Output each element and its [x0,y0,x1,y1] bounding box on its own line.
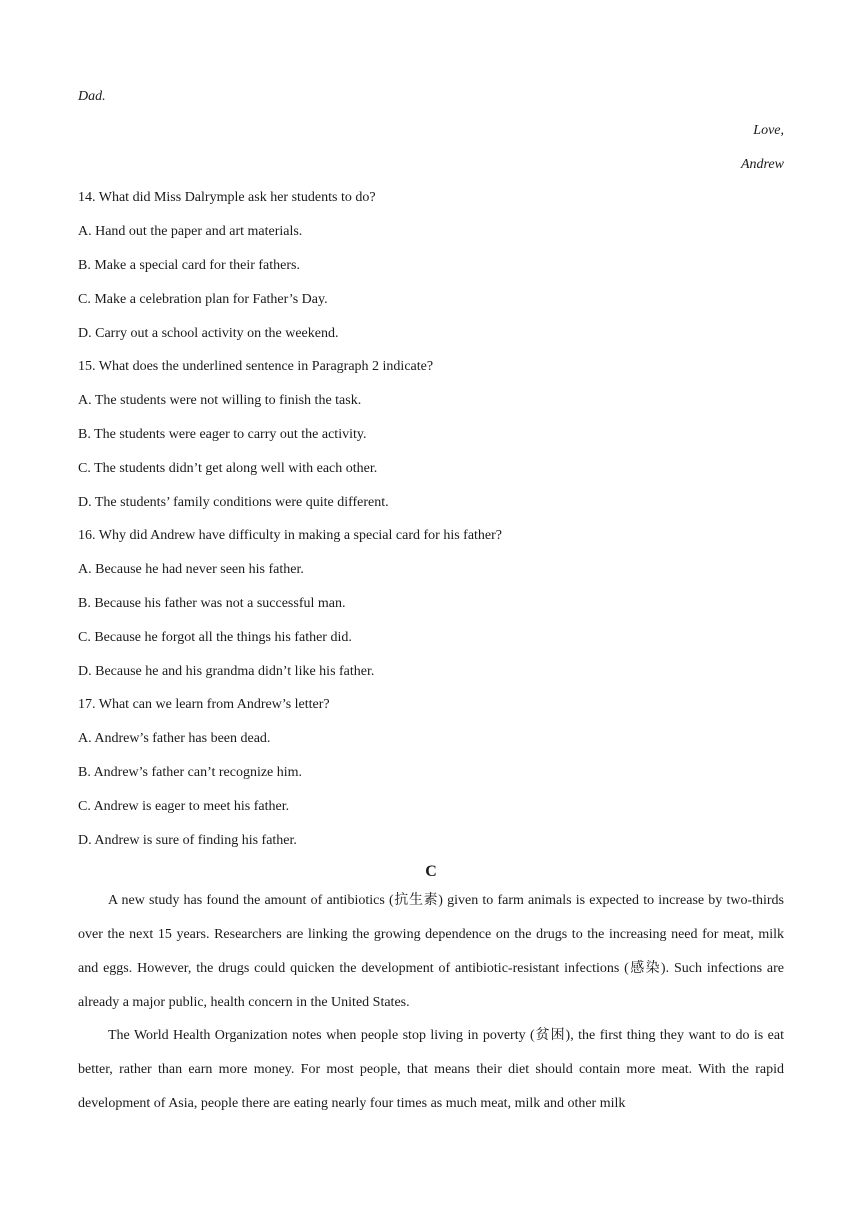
option-14-c: C. Make a celebration plan for Father’s Day. [78,292,328,307]
option-15-d: D. The students’ family conditions were quite different. [78,495,389,510]
option-17-c: C. Andrew is eager to meet his father. [78,799,290,814]
letter-signature: Andrew [740,157,784,172]
passage-paragraph-2: The World Health Organization notes when people stop living in poverty (贫困), the first thing they want to do is eat better, rather than earn more money. For most people, that means their diet should contain more meat. With the rapid development of Asia, people there are eating nearly four times as much meat, milk and other milk [78,1028,784,1111]
option-14-a: A. Hand out the paper and art materials. [78,224,303,239]
option-16-c: C. Because he forgot all the things his father did. [78,630,352,645]
option-15-b: B. The students were eager to carry out the activity. [78,427,367,442]
option-14-b: B. Make a special card for their fathers. [78,258,300,273]
section-heading: C [425,863,437,880]
option-16-b: B. Because his father was not a successful man. [78,596,346,611]
question-14: 14. What did Miss Dalrymple ask her students to do? [78,190,376,205]
letter-closing-line: Dad. [78,89,106,104]
option-17-b: B. Andrew’s father can’t recognize him. [78,765,303,780]
option-17-a: A. Andrew’s father has been dead. [78,731,271,746]
question-16: 16. Why did Andrew have difficulty in making a special card for his father? [78,528,503,543]
option-16-a: A. Because he had never seen his father. [78,562,304,577]
question-17: 17. What can we learn from Andrew’s letter? [78,697,330,712]
option-15-a: A. The students were not willing to finish the task. [78,393,362,408]
option-17-d: D. Andrew is sure of finding his father. [78,833,297,848]
question-15: 15. What does the underlined sentence in Paragraph 2 indicate? [78,359,434,374]
option-15-c: C. The students didn’t get along well with each other. [78,461,378,476]
letter-signoff: Love, [753,123,784,138]
option-14-d: D. Carry out a school activity on the weekend. [78,326,339,341]
option-16-d: D. Because he and his grandma didn’t like his father. [78,664,375,679]
passage-paragraph-1: A new study has found the amount of antibiotics (抗生素) given to farm animals is expected to increase by two-thirds over the next 15 years. Researchers are linking the growing dependence on the drugs to the increasing need for meat, milk and eggs. However, the drugs could quicken the development of antibiotic-resistant infections (感染). Such infections are already a major public, health concern in the United States. [78,893,784,1010]
